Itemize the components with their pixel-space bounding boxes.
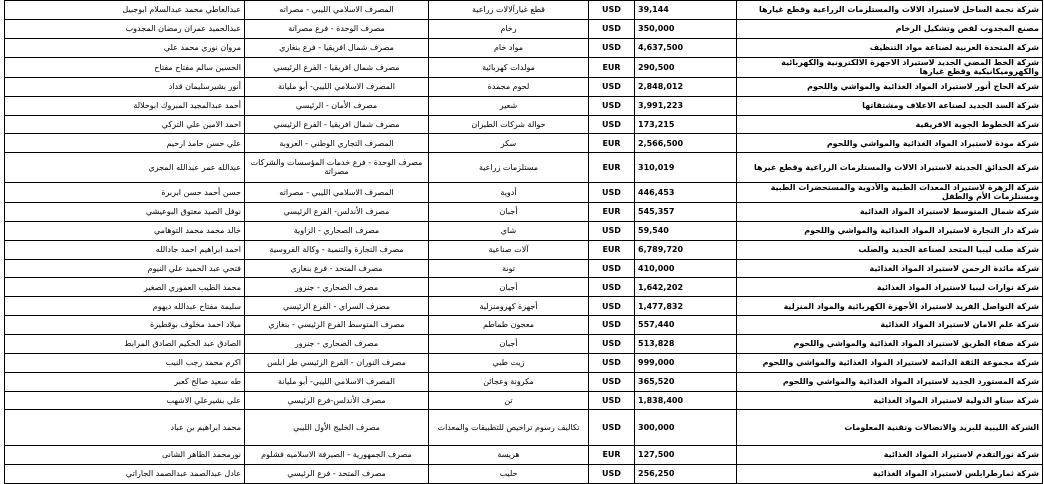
amount-cell: 2,566,500 [635, 134, 737, 153]
owner-name-cell: ميلاد احمد مخلوف بوقطيرة [5, 316, 245, 335]
table-row [5, 278, 1043, 297]
table-row [5, 153, 1043, 182]
bank-branch-cell: مصرف الأندلس- الفرع الرئيسي [245, 202, 429, 221]
bank-branch-cell: مصرف الصحاري - جنزور [245, 334, 429, 353]
bank-branch-cell: مصرف التجارة والتنمية - وكالة الفروسية [245, 240, 429, 259]
amount-cell: 999,000 [635, 353, 737, 372]
currency-cell: EUR [589, 202, 635, 221]
table-row [5, 297, 1043, 316]
company-name-cell: شركة مجموعة الثقة الدائمة لاستيراد المواد الغذائية والمواشي واللحوم [737, 353, 1043, 372]
amount-cell: 1,642,202 [635, 278, 737, 297]
goods-type-cell: لحوم مجمدة [429, 77, 589, 96]
bank-branch-cell: مصرف الصحاري - جنزور [245, 278, 429, 297]
company-name-cell: شركة مودة لاستيراد المواد الغذائية والمواشي واللحوم [737, 134, 1043, 153]
company-name-cell: شركة مائدة الرحمن لاستيراد المواد الغذائية [737, 259, 1043, 278]
company-name-cell: شركة صفاء الطريق لاستيراد المواد الغذائية والمواشي واللحوم [737, 334, 1043, 353]
table-row [5, 1, 1043, 20]
currency-cell: EUR [589, 240, 635, 259]
currency-cell: USD [589, 38, 635, 57]
currency-cell: USD [589, 221, 635, 240]
owner-name-cell: أحمد عبدالمجيد المبروك ابوحلالة [5, 96, 245, 115]
goods-type-cell: شاي [429, 221, 589, 240]
currency-cell: USD [589, 297, 635, 316]
amount-cell: 173,215 [635, 115, 737, 134]
amount-cell: 410,000 [635, 259, 737, 278]
table-row [5, 372, 1043, 391]
amount-cell: 446,453 [635, 182, 737, 202]
owner-name-cell: الصادق عبد الحكيم الصادق المرابط [5, 334, 245, 353]
owner-name-cell: احمد الامين علي التركي [5, 115, 245, 134]
amount-cell: 557,440 [635, 316, 737, 335]
bank-branch-cell: مصرف المتوسط الفرع الرئيسي - بنغازي [245, 316, 429, 335]
table-row [5, 19, 1043, 38]
bank-branch-cell: مصرف الأندلس-فرع الرئيسي [245, 391, 429, 410]
goods-type-cell: شعير [429, 96, 589, 115]
goods-type-cell: أجهزة كهرومنزلية [429, 297, 589, 316]
bank-branch-cell: مصرف المتحد - فرع بنغازي [245, 259, 429, 278]
table-row [5, 240, 1043, 259]
currency-cell: EUR [589, 57, 635, 77]
company-name-cell: شركة الزهرة لاستيراد المعدات الطبية والأدوية والمستحضرات الطبية ومستلزمات الأم والطفل [737, 182, 1043, 202]
bank-branch-cell: مصرف شمال افريقيا - فرع بنغازي [245, 38, 429, 57]
currency-cell: USD [589, 259, 635, 278]
goods-type-cell: أجبان [429, 278, 589, 297]
goods-type-cell: حوالة شركات الطيران [429, 115, 589, 134]
table-row [5, 316, 1043, 335]
amount-cell: 310,019 [635, 153, 737, 182]
bank-branch-cell: المصرف الاسلامي الليبي - مصراته [245, 1, 429, 20]
owner-name-cell: عبدالحميد عمران رمضان المجدوب [5, 19, 245, 38]
amount-cell: 127,500 [635, 446, 737, 465]
company-name-cell: شركة التواصل الفريد لاستيراد الأجهزة الكهربائية والمواد المنزلية [737, 297, 1043, 316]
bank-branch-cell: مصرف الوحدة - فرع خدمات المؤسسات والشركات مصراتة [245, 153, 429, 182]
owner-name-cell: اكرم محمد رجب النيب [5, 353, 245, 372]
currency-cell: USD [589, 182, 635, 202]
table-row [5, 96, 1043, 115]
table-row [5, 446, 1043, 465]
goods-type-cell: مكرونة وعجائن [429, 372, 589, 391]
table-row [5, 38, 1043, 57]
goods-type-cell: أجبان [429, 334, 589, 353]
table-body [5, 1, 1043, 484]
owner-name-cell: نورمحمد الطاهر الشانى [5, 446, 245, 465]
table-row [5, 182, 1043, 202]
amount-cell: 365,520 [635, 372, 737, 391]
amount-cell: 290,500 [635, 57, 737, 77]
company-name-cell: شركة سناو الدولية لاستيراد المواد الغذائية [737, 391, 1043, 410]
table-row [5, 77, 1043, 96]
owner-name-cell: علي حسن حامد ارحيم [5, 134, 245, 153]
goods-type-cell: سكر [429, 134, 589, 153]
import-letters-table [4, 0, 1043, 484]
goods-type-cell: رخام [429, 19, 589, 38]
table-row [5, 134, 1043, 153]
goods-type-cell: تونة [429, 259, 589, 278]
table-row [5, 115, 1043, 134]
amount-cell: 3,991,223 [635, 96, 737, 115]
company-name-cell: مصنع المجدوب لقص وتشكيل الرخام [737, 19, 1043, 38]
table-row [5, 202, 1043, 221]
owner-name-cell: خالد محمد محمد التوهامي [5, 221, 245, 240]
company-name-cell: شركة صلب ليبيا المتحد لصناعة الحديد والصلب [737, 240, 1043, 259]
owner-name-cell: محمد الطيب العموري الصغير [5, 278, 245, 297]
amount-cell: 545,357 [635, 202, 737, 221]
currency-cell: USD [589, 1, 635, 20]
owner-name-cell: محمد ابراهيم بن عباد [5, 410, 245, 446]
currency-cell: USD [589, 77, 635, 96]
company-name-cell: شركة شمال المتوسط لاستيراد المواد الغذائية [737, 202, 1043, 221]
company-name-cell: شركة نورالتقدم لاستيراد المواد الغذائية [737, 446, 1043, 465]
bank-branch-cell: مصرف شمال افريقيا - الفرع الرئيسي [245, 115, 429, 134]
company-name-cell: شركة نجمة الساحل لاستيراد الالات والمستلزمات الزراعية وقطع غيارها [737, 1, 1043, 20]
currency-cell: USD [589, 334, 635, 353]
bank-branch-cell: المصرف الاسلامي الليبي - مصراته [245, 182, 429, 202]
amount-cell: 2,848,012 [635, 77, 737, 96]
goods-type-cell: مستلزمات زراعية [429, 153, 589, 182]
currency-cell: USD [589, 278, 635, 297]
amount-cell: 59,540 [635, 221, 737, 240]
goods-type-cell: زيت طبي [429, 353, 589, 372]
owner-name-cell: حسن أحمد حسن ابربرة [5, 182, 245, 202]
owner-name-cell: مروان نوري محمد علي [5, 38, 245, 57]
currency-cell: USD [589, 115, 635, 134]
company-name-cell: شركة علم الامان لاستيراد المواد الغذائية [737, 316, 1043, 335]
bank-branch-cell: مصرف المتحد - فرع الرئيسي [245, 464, 429, 483]
currency-cell: EUR [589, 134, 635, 153]
owner-name-cell: عبدالله عمر عبدالله المجري [5, 153, 245, 182]
currency-cell: EUR [589, 153, 635, 182]
bank-branch-cell: مصرف الأمان - الرئيسي [245, 96, 429, 115]
owner-name-cell: عادل عبدالصمد عبدالصمد الجاراتي [5, 464, 245, 483]
goods-type-cell: تن [429, 391, 589, 410]
currency-cell: USD [589, 353, 635, 372]
currency-cell: EUR [589, 446, 635, 465]
bank-branch-cell: المصرف الاسلامي الليبي- أبو مليانة [245, 77, 429, 96]
goods-type-cell: قطع غيارآلالات زراعية [429, 1, 589, 20]
goods-type-cell: معجون طماطم [429, 316, 589, 335]
table-row [5, 391, 1043, 410]
company-name-cell: شركة الخط المضي الجديد لاستيراد الاجهزة الالكترونية والكهربائية والكهروميكانيكية وقطع غيارها [737, 57, 1043, 77]
currency-cell: USD [589, 372, 635, 391]
amount-cell: 4,637,500 [635, 38, 737, 57]
goods-type-cell: هريسة [429, 446, 589, 465]
company-name-cell: الشركة الليبية للبريد والاتصالات وتقنية المعلومات [737, 410, 1043, 446]
company-name-cell: شركة نوارات ليبيا لاستيراد المواد الغذائية [737, 278, 1043, 297]
table-row [5, 353, 1043, 372]
goods-type-cell: مواد خام [429, 38, 589, 57]
owner-name-cell: عبدالعاطي محمد عبدالسلام ابوجبيل [5, 1, 245, 20]
goods-type-cell: مولدات كهربائية [429, 57, 589, 77]
bank-branch-cell: مصرف شمال افريقيا - الفرع الرئيسي [245, 57, 429, 77]
company-name-cell: شركة الحاج أنور لاستيراد المواد الغذائية والمواشي واللحوم [737, 77, 1043, 96]
bank-branch-cell: المصرف التجاري الوطني - العروبة [245, 134, 429, 153]
currency-cell: USD [589, 96, 635, 115]
table-row [5, 334, 1043, 353]
owner-name-cell: الحسين سالم مفتاح مفتاح [5, 57, 245, 77]
bank-branch-cell: مصرف الصحاري - الزاوية [245, 221, 429, 240]
bank-branch-cell: مصرف السراي - الفرع الرئيسي [245, 297, 429, 316]
table-row [5, 221, 1043, 240]
currency-cell: USD [589, 19, 635, 38]
bank-branch-cell: مصرف الجمهورية - الصيرفة الاسلاميه فشلوم [245, 446, 429, 465]
goods-type-cell: آلات صناعية [429, 240, 589, 259]
bank-branch-cell: المصرف الاسلامي الليبي- أبو مليانة [245, 372, 429, 391]
owner-name-cell: طه سعيد صالح كعبر [5, 372, 245, 391]
table-row [5, 464, 1043, 483]
goods-type-cell: أجبان [429, 202, 589, 221]
company-name-cell: شركة الحدائق الحديثة لاستيراد الالات والمستلزمات الزراعية وقطع غيرها [737, 153, 1043, 182]
table-row [5, 410, 1043, 446]
table-row [5, 259, 1043, 278]
owner-name-cell: أنور بشيرسليمان قداد [5, 77, 245, 96]
amount-cell: 1,477,832 [635, 297, 737, 316]
currency-cell: USD [589, 410, 635, 446]
currency-cell: USD [589, 391, 635, 410]
amount-cell: 300,000 [635, 410, 737, 446]
company-name-cell: شركة المتحدة العربية لصناعة مواد التنظيف [737, 38, 1043, 57]
company-name-cell: شركة السد الجديد لصناعة الاعلاف ومشتقاتها [737, 96, 1043, 115]
goods-type-cell: حليب [429, 464, 589, 483]
amount-cell: 39,144 [635, 1, 737, 20]
amount-cell: 513,828 [635, 334, 737, 353]
owner-name-cell: فتحي عبد الحميد علي النيوم [5, 259, 245, 278]
bank-branch-cell: مصرف الوحدة - فرع مصراتة [245, 19, 429, 38]
amount-cell: 350,000 [635, 19, 737, 38]
owner-name-cell: سليمة مفتاح عبدالله ديهوم [5, 297, 245, 316]
currency-cell: USD [589, 464, 635, 483]
table-row [5, 57, 1043, 77]
company-name-cell: شركة دار التجارة لاستيراد المواد الغذائية والمواشي واللحوم [737, 221, 1043, 240]
goods-type-cell: أدوية [429, 182, 589, 202]
company-name-cell: شركة الخطوط الجوية الافريقية [737, 115, 1043, 134]
company-name-cell: شركة ثمارطرابلس لاستيراد المواد الغذائية [737, 464, 1043, 483]
company-name-cell: شركة المستورد الجديد لاستيراد المواد الغذائية والمواشي واللحوم [737, 372, 1043, 391]
amount-cell: 1,838,400 [635, 391, 737, 410]
bank-branch-cell: مصرف الخليج الأول الليبي [245, 410, 429, 446]
owner-name-cell: احمد ابراهيم احمد جادالله [5, 240, 245, 259]
amount-cell: 6,789,720 [635, 240, 737, 259]
bank-branch-cell: مصرف النوران - الفرع الرئيسي طر ابلس [245, 353, 429, 372]
owner-name-cell: نوفل الصيد معتوق البوعيشي [5, 202, 245, 221]
owner-name-cell: علي بشيرعلي الاشهب [5, 391, 245, 410]
goods-type-cell: تكاليف رسوم تراخيص للتطبيقات والمعدات [429, 410, 589, 446]
currency-cell: USD [589, 316, 635, 335]
amount-cell: 256,250 [635, 464, 737, 483]
